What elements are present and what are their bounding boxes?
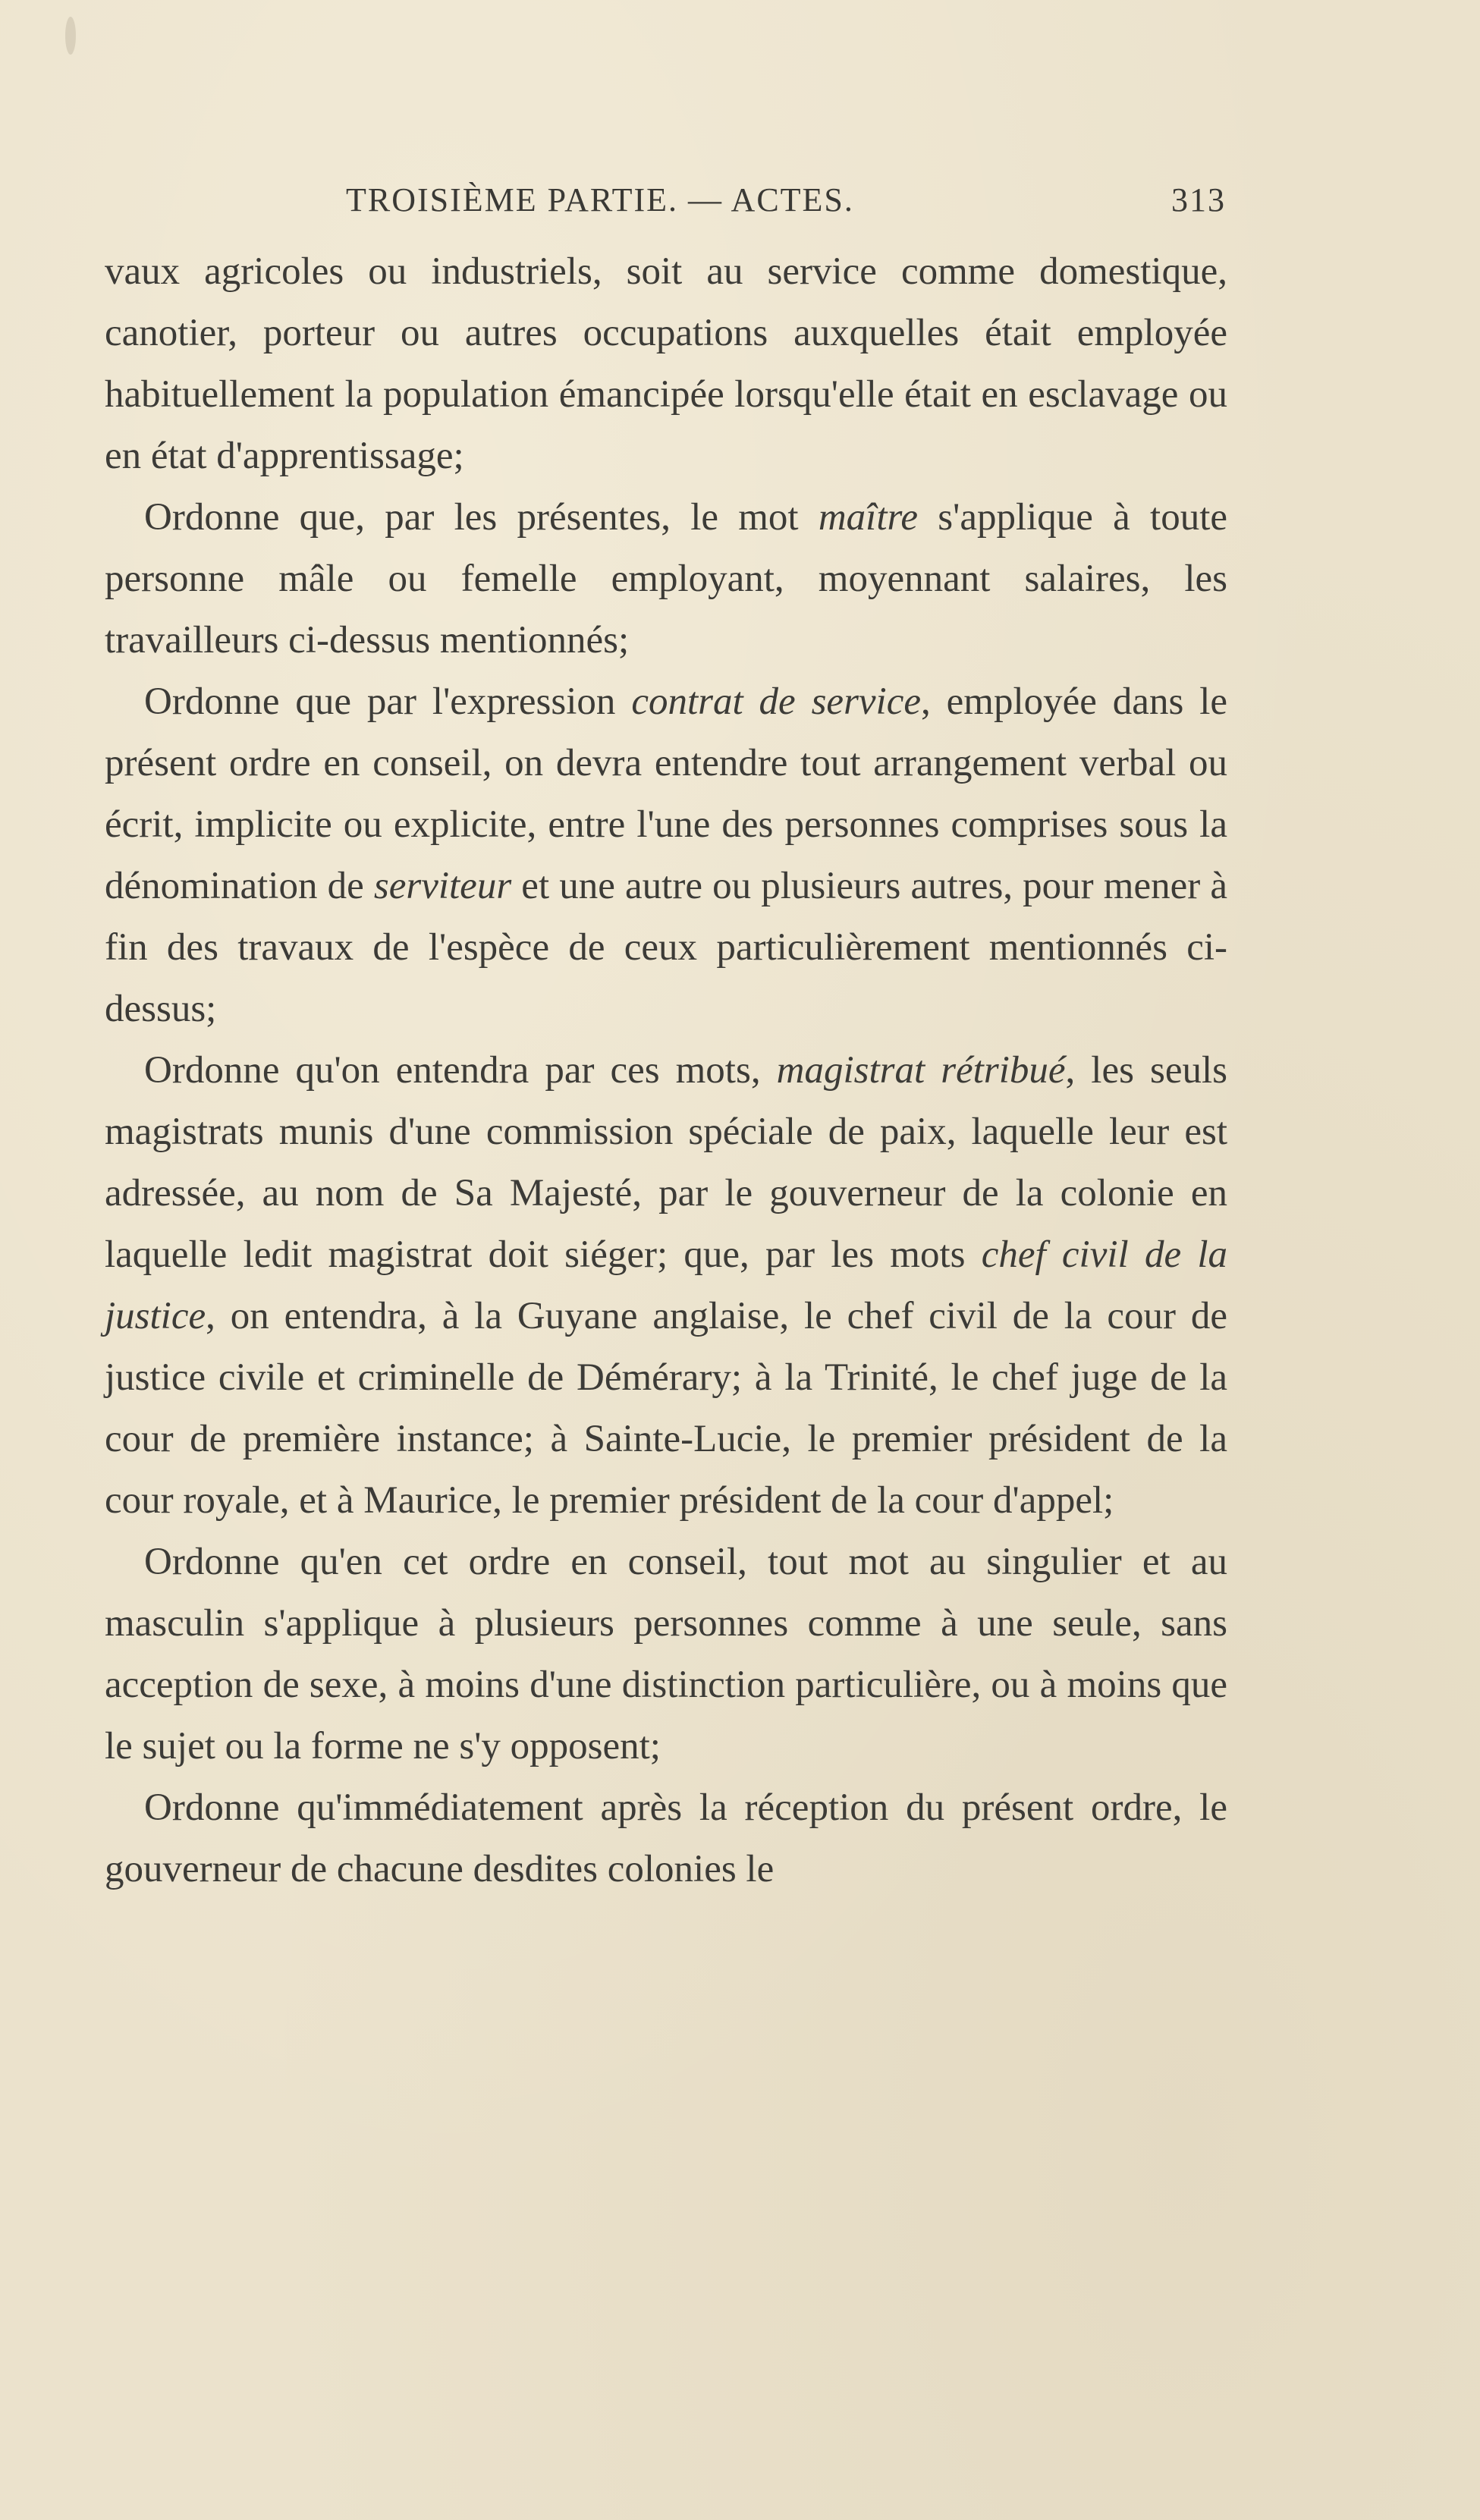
italic-term: serviteur	[373, 865, 512, 907]
paper-mark	[65, 17, 76, 55]
italic-term: magistrat rétribué	[776, 1049, 1066, 1092]
text-run: Ordonne que par l'expression	[144, 680, 632, 723]
text-run: , on entendra, à la Guyane anglaise, le chef civil de la cour de justice civile et criminelle de Démérary; à la Trinité, le chef juge de la cour de première instance; à Sainte-Lucie, le premier président de la cour royale, et à Maurice, le premier président de la cour d'appel;	[105, 1295, 1227, 1522]
italic-term: contrat de service	[631, 680, 921, 723]
text-run: s'applique à toute personne mâle ou femelle employant, moyennant salaires, les travailleurs ci-dessus mentionnés;	[105, 496, 1227, 661]
paragraph	[105, 1532, 1227, 1777]
text-run: , les seuls magistrats munis d'une commission spéciale de paix, laquelle leur est adressée, au nom de Sa Majesté, par le gouverneur de la colonie en laquelle ledit magistrat doit siéger; que, par les mots	[105, 1049, 1227, 1276]
paragraph	[105, 1777, 1227, 1900]
text-run: Ordonne que, par les présentes, le mot	[144, 496, 819, 539]
italic-term: maître	[818, 496, 919, 539]
paragraph	[105, 241, 1227, 487]
body-text	[105, 241, 1227, 1900]
text-run: Ordonne qu'immédiatement après la réception du présent ordre, le gouverneur de chacune desdites colonies le	[105, 1786, 1227, 1890]
page-number: 313	[1171, 181, 1226, 218]
text-run: , employée dans le présent ordre en conseil, on devra entendre tout arrangement verbal ou écrit, implicite ou explicite, entre l'une des personnes comprises sous la dénomination de	[105, 680, 1228, 907]
text-run: Ordonne qu'en cet ordre en conseil, tout mot au singulier et au masculin s'applique à plusieurs personnes comme à une seule, sans acception de sexe, à moins d'une distinction particulière, ou à moins que le sujet ou la forme ne s'y opposent;	[105, 1541, 1227, 1767]
running-head-title: TROISIÈME PARTIE. — ACTES.	[346, 181, 854, 218]
paragraph	[105, 671, 1227, 1040]
paragraph	[105, 487, 1227, 671]
running-head	[346, 181, 1226, 226]
italic-term: chef civil de la justice	[105, 1233, 1227, 1337]
text-run: vaux agricoles ou industriels, soit au service comme domestique, canotier, porteur ou autres occupations auxquelles était employée habituellement la population émancipée lorsqu'elle était en esclavage ou en état d'apprentissage;	[105, 250, 1227, 477]
paragraph	[105, 1040, 1227, 1532]
text-run: Ordonne qu'on entendra par ces mots,	[144, 1049, 777, 1092]
text-run: et une autre ou plusieurs autres, pour mener à fin des travaux de l'espèce de ceux particulièrement mentionnés ci-dessus;	[105, 865, 1227, 1030]
